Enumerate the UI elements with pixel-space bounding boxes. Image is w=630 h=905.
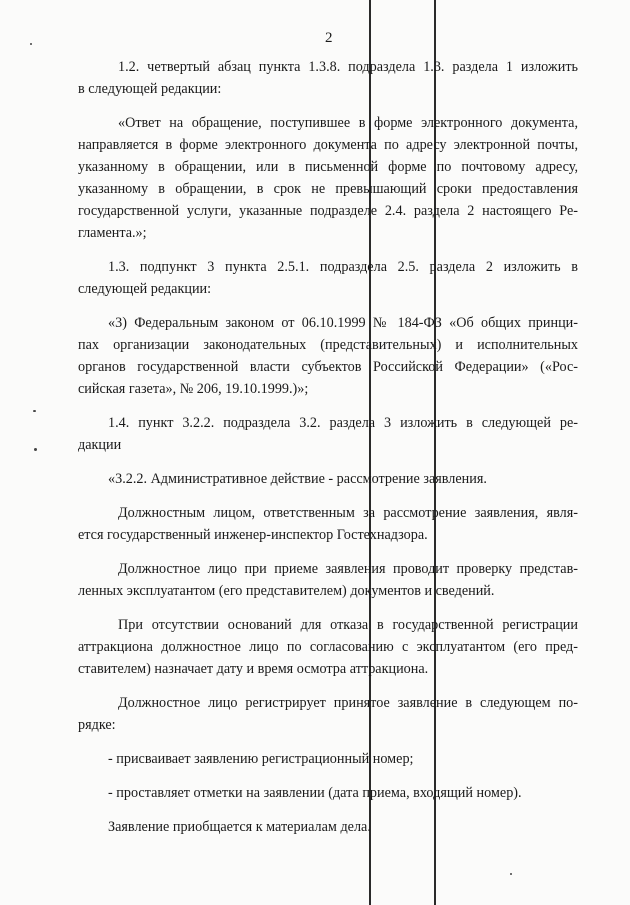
text-line: указанному в обращении, в срок не превышающий сроки предоставления — [78, 181, 578, 197]
scan-speck — [510, 873, 512, 875]
text-line: «3.2.2. Административное действие - рассмотрение заявления. — [108, 471, 487, 487]
text-line: органов государственной власти субъектов Российской Федерации» («Рос- — [78, 359, 578, 375]
scan-speck — [34, 448, 37, 451]
text-line: Должностным лицом, ответственным за рассмотрение заявления, явля- — [118, 505, 578, 521]
text-line: указанному в обращении, или в письменной форме по почтовому адресу, — [78, 159, 578, 175]
text-line: - проставляет отметки на заявлении (дата приема, входящий номер). — [108, 785, 522, 801]
text-line: - присваивает заявлению регистрационный номер; — [108, 751, 414, 767]
paragraph-1-2 — [78, 56, 578, 78]
scan-speck — [33, 410, 36, 412]
text-line: следующей редакции: — [78, 281, 212, 297]
text-line: пах организации законодательных (представительных) и исполнительных — [78, 337, 578, 353]
text-line: 1.3. подпункт 3 пункта 2.5.1. подраздела 2.5. раздела 2 изложить в — [108, 259, 578, 275]
text-line: направляется в форме электронного документа по адресу электронной почты, — [78, 137, 578, 153]
text-line: ставителем) назначает дату и время осмотра аттракциона. — [78, 661, 429, 677]
text-line: сийская газета», № 206, 19.10.1999.)»; — [78, 381, 309, 397]
document-body — [78, 56, 578, 838]
text-line: Заявление приобщается к материалам дела. — [108, 819, 371, 835]
text-line: 1.2. четвертый абзац пункта 1.3.8. подраздела 1.3. раздела 1 изложить — [118, 59, 578, 75]
page-number: 2 — [325, 30, 333, 46]
text-line: 1.4. пункт 3.2.2. подраздела 3.2. раздела 3 изложить в следующей ре- — [108, 415, 578, 431]
text-line: гламента.»; — [78, 225, 147, 241]
text-line: государственной услуги, указанные подразделе 2.4. раздела 2 настоящего Ре- — [78, 203, 578, 219]
text-line: «Ответ на обращение, поступившее в форме электронного документа, — [118, 115, 578, 131]
text-line: в следующей редакции: — [78, 81, 222, 97]
text-line: «3) Федеральным законом от 06.10.1999 № 184-ФЗ «Об общих принци- — [108, 315, 578, 331]
text-line: При отсутствии оснований для отказа в государственной регистрации — [118, 617, 578, 633]
text-line: аттракциона должностное лицо по согласованию с эксплуатантом (его пред- — [78, 639, 578, 655]
text-line: рядке: — [78, 717, 116, 733]
text-line: ленных эксплуатантом (его представителем) документов и сведений. — [78, 583, 495, 599]
text-line: Должностное лицо регистрирует принятое заявление в следующем по- — [118, 695, 578, 711]
text-line: ется государственный инженер-инспектор Гостехнадзора. — [78, 527, 428, 543]
scan-speck — [30, 43, 32, 45]
text-line: дакции — [78, 437, 122, 453]
text-line: Должностное лицо при приеме заявления проводит проверку представ- — [118, 561, 578, 577]
